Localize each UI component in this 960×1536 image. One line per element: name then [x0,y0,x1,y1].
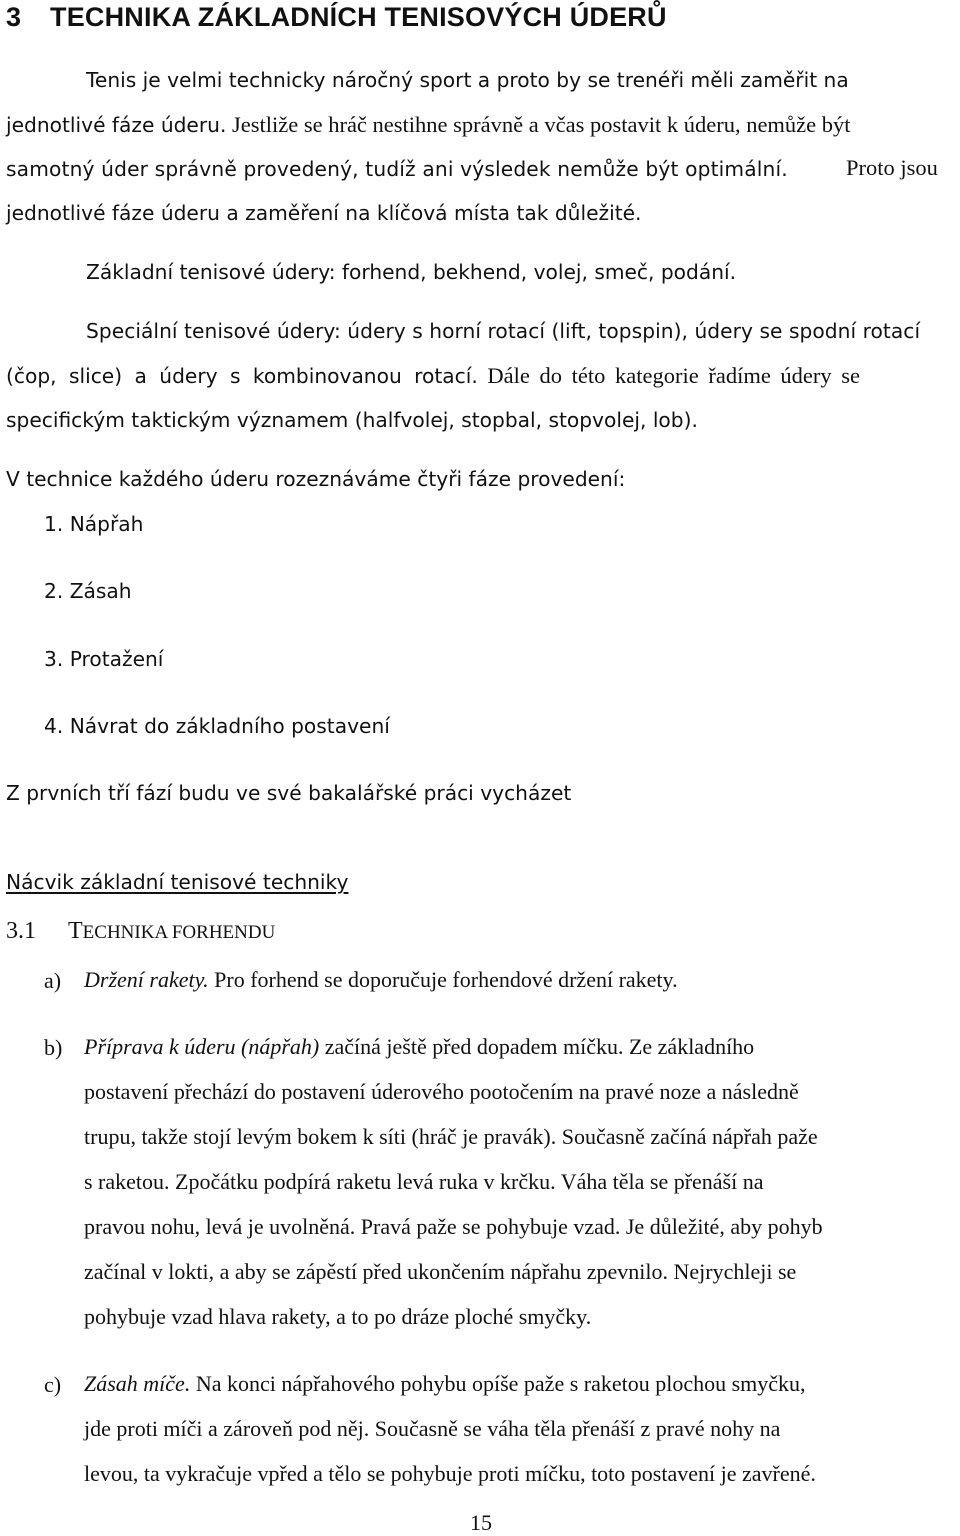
chapter-number: 3 [6,2,22,32]
item-a-label: a) [44,968,62,993]
item-c-label: c) [44,1372,62,1397]
section-number: 3.1 [6,918,36,944]
phase-item-4: 4. Návrat do základního postavení [44,714,390,738]
p3-line-3: specifickým taktickým významem (halfvolej, stopbal, stopvolej, lob). [6,408,698,432]
phase-item-1: 1. Nápřah [44,512,144,536]
subheading-underlined: Nácvik základní tenisové techniky [6,870,349,894]
statement: Z prvních tří fází budu ve své bakalářské práci vycházet [6,781,572,805]
intro-paragraph-4: V technice každého úderu rozeznáváme čtyři fáze provedení: [6,467,626,491]
p3-line-2: (čop, slice) a údery s kombinovanou rotací. Dále do této kategorie řadíme údery se [6,363,861,388]
section-title-rest: ECHNIKA FORHENDU [82,922,276,943]
p1-line-4: jednotlivé fáze úderu a zaměření na klíčová místa tak důležité. [6,201,642,225]
section-heading [6,918,275,945]
item-b-line-1: Příprava k úderu (nápřah) začíná ještě před dopadem míčku. Ze základního [84,1034,755,1059]
phase-item-3: 3. Protažení [44,647,164,671]
item-b-line-2: postavení přechází do postavení úderového pootočením na pravé noze a následně [84,1079,799,1104]
p1-line-3-tail: Proto jsou [846,155,938,180]
item-b-line-4: s raketou. Zpočátku podpírá raketu levá ruka v krčku. Váha těla se přenáší na [84,1169,764,1194]
item-b-line-5: pravou nohu, levá je uvolněná. Pravá paže se pohybuje vzad. Je důležité, aby pohyb [84,1214,823,1239]
chapter-heading [6,2,667,33]
item-c-line-2: jde proti míči a zároveň pod něj. Současně se váha těla přenáší z pravé nohy na [84,1416,781,1441]
item-b-line-6: začínal v lokti, a aby se zápěstí před ukončením nápřahu zpevnilo. Nejrychleji se [84,1259,797,1284]
phase-item-2: 2. Zásah [44,579,132,603]
item-b-line-3: trupu, takže stojí levým bokem k síti (hráč je pravák). Současně začíná nápřah paže [84,1124,818,1149]
item-c-line-3: levou, ta vykračuje vpřed a tělo se pohybuje proti míčku, toto postavení je zavřené. [84,1461,816,1486]
chapter-title: TECHNIKA ZÁKLADNÍCH TENISOVÝCH ÚDERŮ [50,2,667,32]
intro-paragraph-2: Základní tenisové údery: forhend, bekhend, volej, smeč, podání. [86,260,737,284]
item-a-line-1: Držení rakety. Pro forhend se doporučuje forhendové držení rakety. [84,967,678,992]
item-c-line-1: Zásah míče. Na konci nápřahového pohybu opíše paže s raketou plochou smyčku, [84,1371,806,1396]
p1-line-1: Tenis je velmi technicky náročný sport a proto by se trenéři měli zaměřit na [86,68,849,92]
item-b-label: b) [44,1035,63,1060]
section-title-first: T [68,918,83,944]
p3-line-1: Speciální tenisové údery: údery s horní rotací (lift, topspin), údery se spodní rotací [86,319,921,343]
item-b-line-7: pohybuje vzad hlava rakety, a to po dráze ploché smyčky. [84,1304,592,1329]
p1-line-3: samotný úder správně provedený, tudíž ani výsledek nemůže být optimální. [6,157,788,181]
p1-line-2: jednotlivé fáze úderu. Jestliže se hráč nestihne správně a včas postavit k úderu, nemůže být [6,112,851,137]
page-number: 15 [470,1510,492,1535]
